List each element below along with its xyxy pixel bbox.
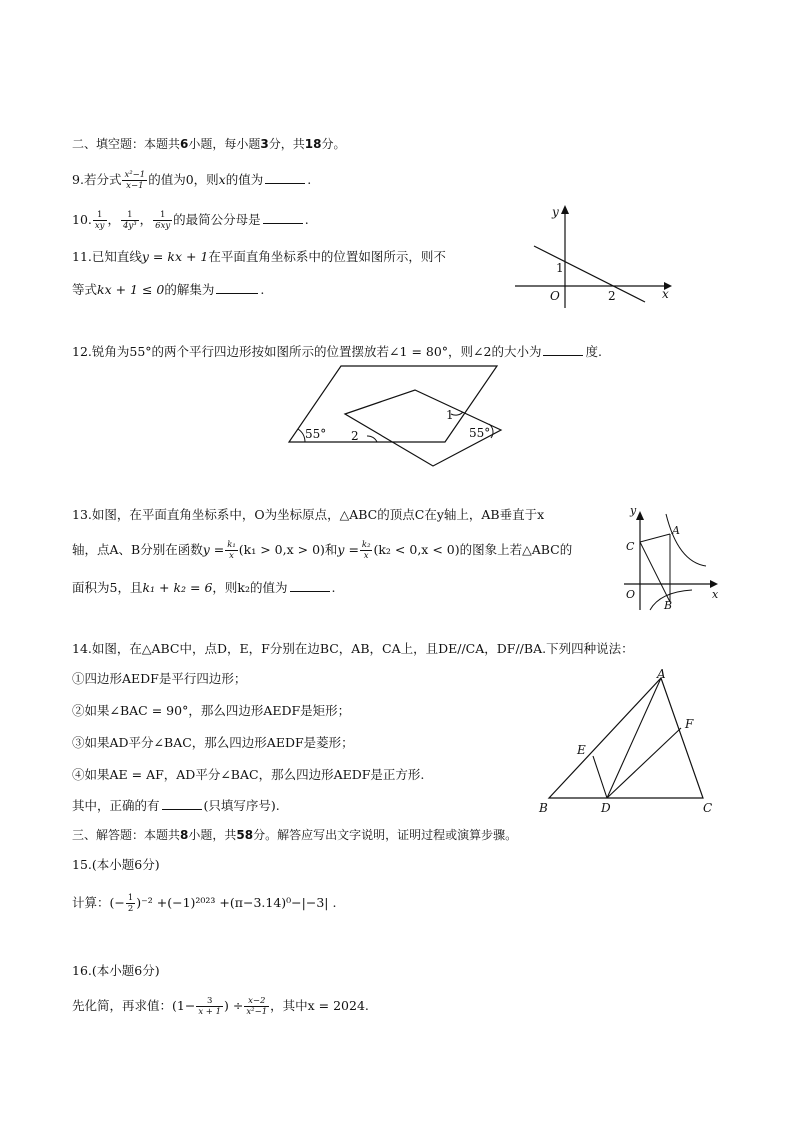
angle-arc — [298, 429, 305, 442]
y-label: y — [552, 205, 559, 219]
question-16-header — [72, 962, 160, 980]
question-14-statement-1 — [72, 670, 246, 688]
section-text: 小题，共 — [188, 828, 237, 842]
answer-blank[interactable] — [265, 170, 305, 184]
separator: ， — [139, 212, 153, 227]
question-15 — [72, 893, 336, 914]
denominator: x−1 — [126, 181, 144, 191]
question-text: 12.锐角为 — [72, 344, 130, 359]
question-text: 面积为5，且 — [72, 580, 143, 595]
statement-text: ①四边形AEDF是平行四边形； — [72, 671, 247, 686]
question-text: 其中，正确的有 — [72, 798, 160, 813]
section-2-header — [72, 135, 345, 153]
section-text: 三、解答题：本题共 — [72, 828, 181, 842]
point-c-label: C — [703, 801, 713, 815]
inequality: kx + 1 ≤ 0 — [97, 282, 165, 297]
fraction — [93, 210, 107, 231]
question-9 — [72, 170, 311, 191]
statement-text: ④如果AE = AF，AD平分∠BAC，那么四边形AEDF是正方形. — [72, 767, 425, 782]
numerator: 1 — [93, 210, 107, 221]
question-text: 11.已知直线 — [72, 249, 142, 264]
question-text: (只填写序号). — [203, 798, 280, 813]
question-text: 在平面直角坐标系中的位置如图所示，则不 — [208, 249, 446, 264]
question-14-statement-2 — [72, 702, 350, 720]
question-13-line-3 — [72, 578, 336, 597]
points-each: 3 — [260, 137, 269, 151]
question-14-statement-4 — [72, 766, 424, 784]
question-text: 的值为0，则 — [148, 172, 219, 187]
fraction — [244, 996, 269, 1017]
question-text: 13.如图，在平面直角坐标系中，O为坐标原点，△ABC的顶点C在y轴上，AB垂直于x — [72, 507, 545, 522]
points-total: 58 — [236, 828, 254, 842]
question-14-statement-3 — [72, 734, 354, 752]
question-text: (k₁ > 0,x > 0)和 — [238, 542, 338, 557]
question-text: . — [307, 172, 312, 187]
section-text: 小题，每小题 — [188, 137, 261, 151]
question-text: 若分式 — [83, 172, 122, 187]
fraction — [126, 893, 135, 914]
denominator: x — [363, 551, 369, 561]
question-text: (k₂ < 0,x < 0)的图象上若△ABC的 — [373, 542, 573, 557]
question-number: 9. — [72, 172, 84, 187]
denominator: 6xy — [155, 221, 171, 231]
expression-text: ) ÷ — [224, 998, 244, 1013]
origin-label: O — [626, 588, 636, 601]
separator: ， — [107, 212, 121, 227]
point-f-label: F — [685, 717, 694, 731]
answer-blank[interactable] — [216, 280, 258, 294]
question-text: 度. — [585, 344, 602, 359]
point-d-label: D — [601, 801, 611, 815]
angle-label: 55° — [305, 427, 327, 441]
angle-label: 55° — [469, 426, 491, 440]
numerator: x−2 — [244, 996, 269, 1007]
denominator: x²−1 — [246, 1007, 268, 1017]
point-c-label: C — [626, 540, 635, 553]
equation: y = — [337, 542, 359, 557]
question-15-header — [72, 856, 160, 874]
q13-coordinate-figure — [620, 502, 730, 612]
denominator: x + 1 — [198, 1007, 222, 1017]
expression-text: 先化简，再求值：(1− — [72, 998, 196, 1013]
question-10 — [72, 210, 309, 231]
y-axis-arrow-icon — [636, 511, 644, 520]
question-11-line-2 — [72, 280, 264, 299]
equation: y = — [202, 542, 225, 557]
numerator: k₁ — [227, 540, 236, 550]
expression-text: )⁻² +(−1)²⁰²³ +(π−3.14)⁰−|−3| . — [136, 895, 337, 910]
denominator: 4y³ — [123, 221, 137, 231]
answer-blank[interactable] — [263, 210, 303, 224]
question-text: 等式 — [72, 282, 98, 297]
x-label: x — [662, 287, 669, 301]
segment-df — [607, 728, 681, 798]
expression-text: ，其中x = 2024. — [270, 998, 369, 1013]
question-text: 的最简公分母是 — [173, 212, 261, 227]
point-b-label: B — [539, 801, 548, 815]
segment-ca — [640, 534, 670, 542]
question-text: 轴，点A、B分别在函数 — [72, 542, 203, 557]
question-16 — [72, 996, 369, 1017]
question-number: 10. — [72, 212, 92, 227]
question-text: . — [304, 212, 309, 227]
numerator: 1 — [121, 210, 139, 221]
numerator: 1 — [127, 893, 134, 903]
question-text: 的解集为 — [164, 282, 215, 297]
numerator: 1 — [153, 210, 172, 221]
q12-parallelogram-figure — [285, 362, 515, 472]
fraction — [225, 540, 238, 561]
answer-blank[interactable] — [290, 578, 330, 592]
question-text: 的值为 — [225, 172, 264, 187]
point-a-label: A — [657, 667, 666, 681]
question-11-line-1 — [72, 248, 446, 266]
section-text: 二、填空题：本题共 — [72, 137, 181, 151]
y-label: y — [630, 504, 637, 517]
origin-label: O — [550, 289, 560, 303]
q11-coordinate-figure — [510, 200, 680, 310]
question-13-line-2 — [72, 540, 572, 561]
denominator: xy — [94, 221, 105, 231]
variable: x — [218, 172, 226, 187]
segment-ad — [607, 678, 661, 798]
equation: y = kx + 1 — [141, 249, 209, 264]
fraction — [121, 210, 139, 231]
question-count: 6 — [180, 137, 189, 151]
numerator: x²−1 — [124, 170, 146, 180]
question-text: 14.如图，在△ABC中，点D，E，F分别在边BC，AB，CA上，且DE//CA，DF//BA.下列四种说法： — [72, 641, 634, 656]
question-14-line-1 — [72, 640, 634, 658]
fraction — [196, 996, 223, 1017]
question-12 — [72, 342, 602, 361]
answer-blank[interactable] — [543, 342, 583, 356]
question-13-line-1 — [72, 506, 544, 524]
y-intercept-label: 1 — [556, 261, 564, 275]
points-total: 18 — [304, 137, 322, 151]
q14-triangle-figure — [535, 668, 725, 818]
point-e-label: E — [577, 743, 586, 757]
question-count: 8 — [180, 828, 189, 842]
fraction — [360, 540, 373, 561]
question-header: 16.(本小题6分) — [72, 963, 160, 978]
question-text: 的两个平行四边形按如图所示的位置摆放若∠1 = 80°，则∠2的大小为 — [151, 344, 542, 359]
section-text: 分，共 — [268, 137, 305, 151]
statement-text: ②如果∠BAC = 90°，那么四边形AEDF是矩形； — [72, 703, 351, 718]
statement-text: ③如果AD平分∠BAC，那么四边形AEDF是菱形； — [72, 735, 354, 750]
question-14-answer — [72, 796, 280, 815]
segment-de — [593, 756, 607, 798]
segment-cb — [640, 542, 670, 602]
numerator: 3 — [196, 996, 223, 1007]
angle-label: 1 — [446, 408, 454, 422]
x-label: x — [712, 588, 719, 601]
numerator: k₂ — [361, 540, 371, 550]
denominator: x — [229, 551, 234, 561]
denominator: 2 — [127, 904, 134, 914]
angle-label: 2 — [351, 429, 359, 443]
section-3-header — [72, 826, 517, 844]
fraction — [122, 170, 147, 191]
question-text: . — [260, 282, 265, 297]
question-text: . — [331, 580, 336, 595]
angle-arc — [367, 436, 377, 442]
x-intercept-label: 2 — [608, 289, 616, 303]
question-header: 15.(本小题6分) — [72, 857, 160, 872]
x-axis-arrow-icon — [710, 580, 718, 588]
point-a-label: A — [672, 524, 680, 537]
section-text: 分。 — [321, 137, 346, 151]
angle-value: 55° — [129, 344, 152, 359]
answer-blank[interactable] — [162, 796, 202, 810]
equation: k₁ + k₂ = 6 — [142, 580, 213, 595]
question-text: ，则k₂的值为 — [212, 580, 288, 595]
fraction — [153, 210, 172, 231]
y-axis-arrow-icon — [561, 205, 569, 214]
point-b-label: B — [664, 599, 673, 612]
expression-text: 计算：(− — [72, 895, 125, 910]
section-text: 分。解答应写出文字说明，证明过程或演算步骤。 — [253, 828, 518, 842]
hyperbola-k1 — [666, 514, 706, 566]
